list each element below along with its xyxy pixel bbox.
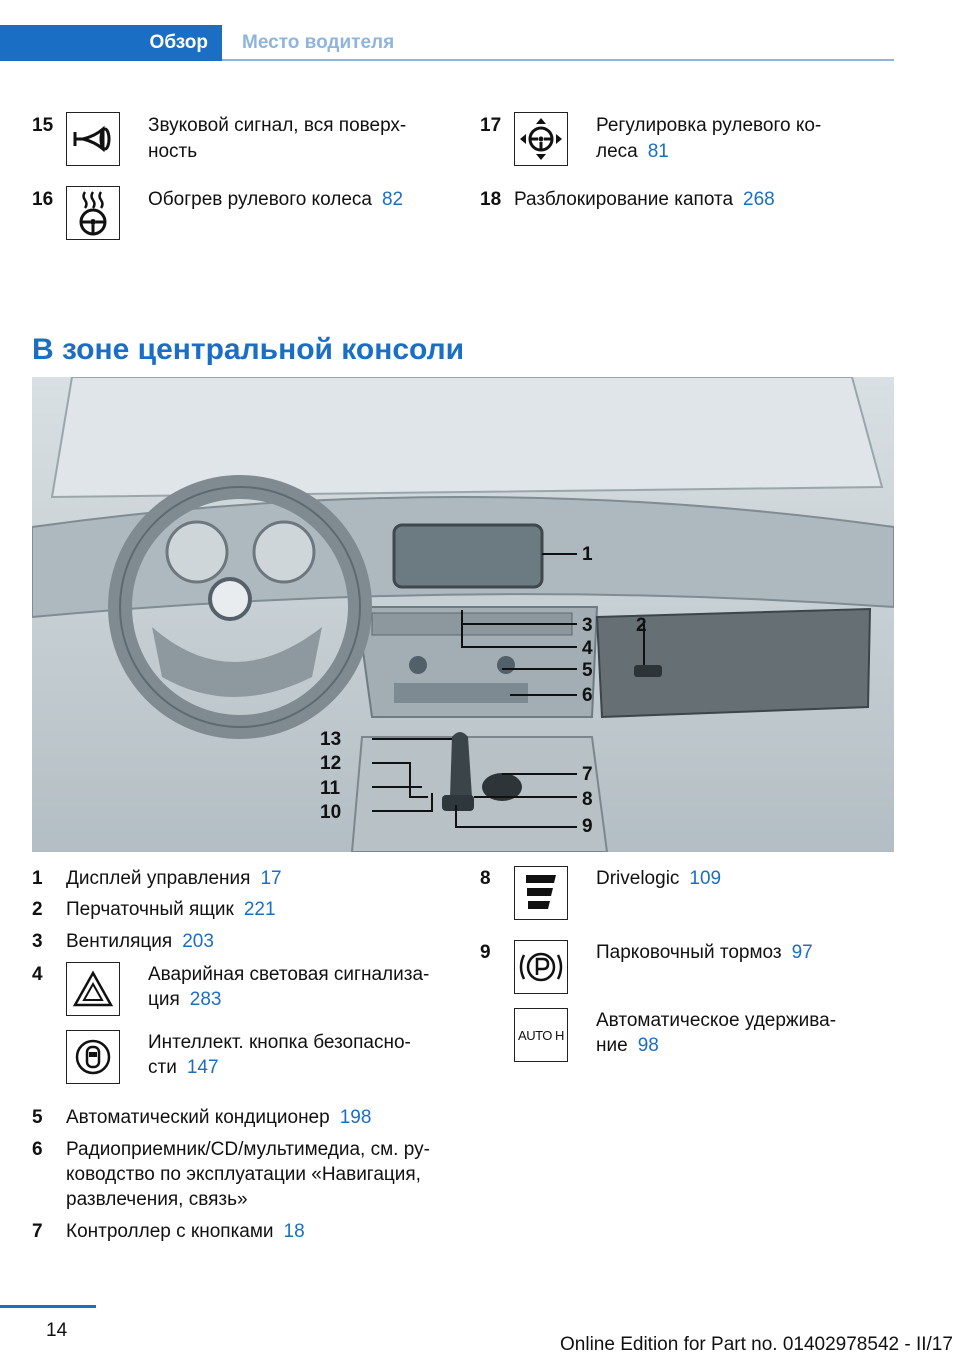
callout-label: 11 bbox=[320, 778, 341, 799]
page-reference[interactable]: 147 bbox=[186, 1057, 219, 1078]
page-reference[interactable]: 221 bbox=[243, 899, 276, 920]
hazard-warning-icon bbox=[66, 962, 120, 1016]
item-number: 7 bbox=[32, 1221, 43, 1242]
steering-adjust-icon bbox=[514, 112, 568, 166]
item-label: Автоматический кондиционер bbox=[66, 1107, 330, 1128]
item-number: 17 bbox=[480, 115, 502, 136]
page-reference[interactable]: 98 bbox=[637, 1035, 659, 1056]
callout-label: 8 bbox=[582, 789, 593, 810]
item-text bbox=[148, 1055, 219, 1081]
item-label: Контроллер с кнопками bbox=[66, 1221, 274, 1242]
item-text bbox=[148, 987, 222, 1013]
item-label: ние bbox=[596, 1035, 628, 1056]
item-text bbox=[148, 187, 403, 213]
item-text bbox=[66, 929, 214, 955]
page-reference[interactable]: 203 bbox=[182, 931, 214, 952]
item-number: 2 bbox=[32, 899, 43, 920]
callout-label: 5 bbox=[582, 660, 593, 681]
section-title: В зоне центральной консоли bbox=[32, 333, 465, 366]
horn-icon bbox=[66, 112, 120, 166]
parking-brake-icon bbox=[514, 940, 568, 994]
item-text bbox=[596, 1033, 659, 1059]
item-text: Регулировка рулевого ко- bbox=[596, 115, 822, 136]
item-label: Вентиляция bbox=[66, 931, 173, 952]
callout-label: 3 bbox=[582, 615, 593, 636]
item-text: Автоматическое удержива- bbox=[596, 1010, 837, 1031]
item-label: сти bbox=[148, 1057, 177, 1078]
item-label: Дисплей управления bbox=[66, 868, 251, 889]
item-number: 5 bbox=[32, 1107, 43, 1128]
item-number: 15 bbox=[32, 115, 54, 136]
page-reference[interactable]: 283 bbox=[189, 989, 222, 1010]
callout-label: 7 bbox=[582, 764, 593, 785]
steering-heat-icon bbox=[66, 186, 120, 240]
item-text bbox=[514, 187, 775, 213]
page-reference[interactable]: 18 bbox=[283, 1221, 305, 1242]
page-reference[interactable]: 109 bbox=[689, 868, 722, 889]
item-text bbox=[596, 139, 669, 165]
item-number: 8 bbox=[480, 868, 491, 889]
tab-overview[interactable]: Обзор bbox=[0, 25, 222, 61]
item-text bbox=[66, 1105, 371, 1131]
item-number: 18 bbox=[480, 189, 502, 210]
page-reference[interactable]: 268 bbox=[743, 189, 775, 210]
drivelogic-icon bbox=[514, 866, 568, 920]
item-text: развлечения, связь» bbox=[66, 1189, 248, 1210]
header-divider bbox=[222, 59, 894, 61]
item-text: ность bbox=[148, 141, 198, 162]
item-label: Разблокирование капота bbox=[514, 189, 734, 210]
callout-label: 12 bbox=[320, 753, 342, 774]
item-number: 3 bbox=[32, 931, 43, 952]
item-number: 9 bbox=[480, 942, 491, 963]
item-label: Обогрев рулевого колеса bbox=[148, 189, 372, 210]
callout-label: 6 bbox=[582, 685, 593, 706]
callout-label: 2 bbox=[636, 615, 647, 636]
item-text: Интеллект. кнопка безопасно- bbox=[148, 1032, 411, 1053]
auto-hold-icon bbox=[514, 1008, 568, 1062]
item-number: 1 bbox=[32, 868, 43, 889]
item-text bbox=[596, 866, 721, 892]
tab-driver-seat[interactable]: Место водителя bbox=[242, 32, 395, 53]
item-text: Радиоприемник/CD/мультимедиа, см. ру- bbox=[66, 1139, 430, 1160]
cockpit-illustration bbox=[32, 377, 894, 852]
page-reference[interactable]: 81 bbox=[647, 141, 669, 162]
footer-divider bbox=[0, 1305, 96, 1308]
page-reference[interactable]: 198 bbox=[339, 1107, 372, 1128]
item-label: ция bbox=[148, 989, 180, 1010]
auto-hold-label: AUTO H bbox=[518, 1027, 564, 1043]
item-label: Перчаточный ящик bbox=[66, 899, 234, 920]
callout-label: 1 bbox=[582, 544, 593, 565]
item-number: 4 bbox=[32, 964, 43, 985]
callout-label: 9 bbox=[582, 816, 593, 837]
item-label: леса bbox=[596, 141, 638, 162]
item-number: 16 bbox=[32, 189, 54, 210]
item-text: Аварийная световая сигнализа- bbox=[148, 964, 430, 985]
item-text: ководство по эксплуатации «Навигация, bbox=[66, 1164, 421, 1185]
page-number: 14 bbox=[46, 1320, 68, 1341]
item-number: 6 bbox=[32, 1139, 43, 1160]
item-text bbox=[66, 897, 276, 923]
callout-label: 4 bbox=[582, 638, 593, 659]
callout-label: 10 bbox=[320, 802, 342, 823]
item-text bbox=[596, 940, 813, 966]
item-label: Парковочный тормоз bbox=[596, 942, 782, 963]
page-reference[interactable]: 97 bbox=[791, 942, 813, 963]
page-reference[interactable]: 82 bbox=[381, 189, 404, 210]
page-reference[interactable]: 17 bbox=[260, 868, 282, 889]
item-text bbox=[66, 1219, 305, 1245]
item-text bbox=[66, 866, 282, 892]
item-text: Звуковой сигнал, вся поверх- bbox=[148, 115, 407, 136]
callout-label: 13 bbox=[320, 729, 342, 750]
edition-note: Online Edition for Part no. 01402978542 - II/17 bbox=[560, 1334, 953, 1355]
item-label: Drivelogic bbox=[596, 868, 680, 889]
intelligent-safety-icon bbox=[66, 1030, 120, 1084]
